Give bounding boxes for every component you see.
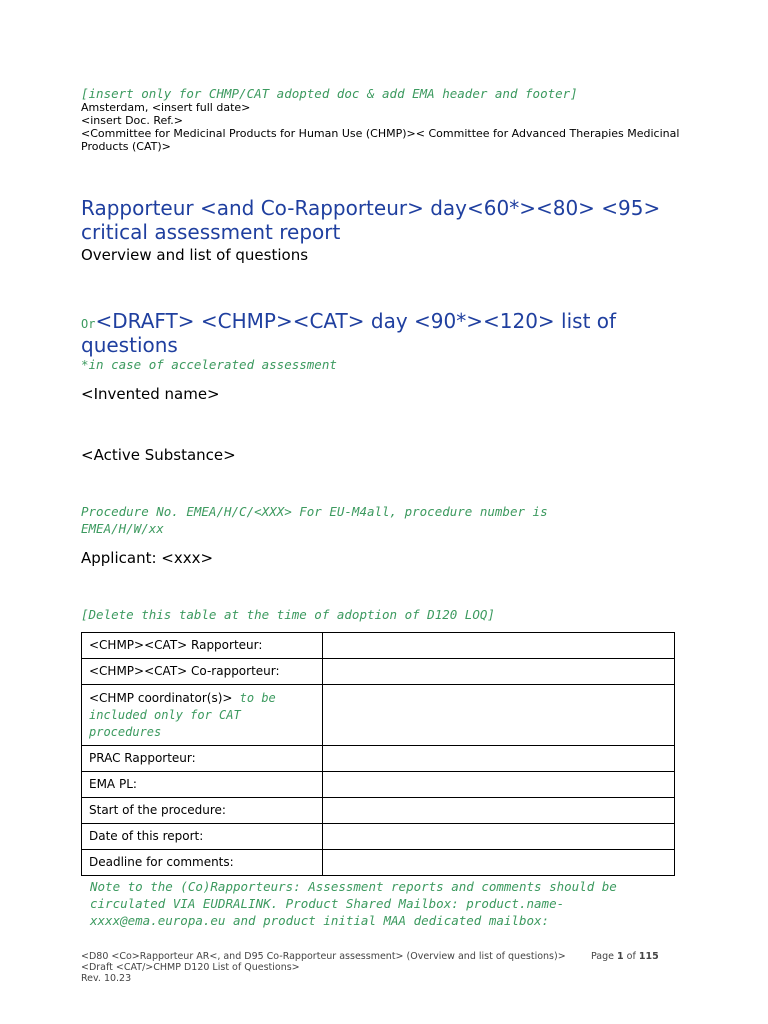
row-label: Start of the procedure: <box>82 798 323 824</box>
subtitle: Overview and list of questions <box>81 246 309 264</box>
footer-line-1: <D80 <Co>Rapporteur AR<, and D95 Co-Rapporteur assessment> (Overview and list of questions)> <box>81 951 566 962</box>
active-substance: <Active Substance> <box>81 446 236 464</box>
row-value[interactable] <box>323 798 675 824</box>
doc-ref: <insert Doc. Ref.> <box>81 114 184 127</box>
page-number <box>591 951 659 962</box>
invented-name: <Invented name> <box>81 385 220 403</box>
alt-title-line-1: <DRAFT> <CHMP><CAT> day <90*><120> list of <box>95 309 617 333</box>
procedure-info-table <box>81 632 675 876</box>
row-label <box>82 685 323 746</box>
page-of: of <box>623 951 639 962</box>
alt-title-line-2: questions <box>81 333 178 357</box>
title-line-2: critical assessment report <box>81 220 341 244</box>
footer-line-2: <Draft <CAT/>CHMP D120 List of Questions> <box>81 962 300 973</box>
row-label-text: <CHMP coordinator(s)> <box>89 691 233 705</box>
procedure-line-1: Procedure No. EMEA/H/C/<XXX> For EU-M4all, procedure number is <box>81 504 548 519</box>
row-value[interactable] <box>323 685 675 746</box>
or-label: Or <box>81 317 96 331</box>
row-value[interactable] <box>323 850 675 876</box>
table-row <box>82 633 675 659</box>
row-label: <CHMP><CAT> Co-rapporteur: <box>82 659 323 685</box>
applicant: Applicant: <xxx> <box>81 549 214 567</box>
row-label: Date of this report: <box>82 824 323 850</box>
note-line-3: xxxx@ema.europa.eu and product initial MAA dedicated mailbox: <box>90 913 550 928</box>
row-value[interactable] <box>323 746 675 772</box>
row-label-note: to be included only for CAT procedures <box>89 691 276 739</box>
footer-line-3: Rev. 10.23 <box>81 973 132 984</box>
row-value[interactable] <box>323 633 675 659</box>
table-row <box>82 772 675 798</box>
place-date: Amsterdam, <insert full date> <box>81 101 251 114</box>
table-row <box>82 824 675 850</box>
header-note: [insert only for CHMP/CAT adopted doc & add EMA header and footer] <box>81 86 578 101</box>
title-line-1: Rapporteur <and Co-Rapporteur> day<60*><80> <95> <box>81 196 661 220</box>
procedure-line-2: EMEA/H/W/xx <box>81 521 164 536</box>
row-label: EMA PL: <box>82 772 323 798</box>
page-prefix: Page <box>591 951 618 962</box>
row-value[interactable] <box>323 824 675 850</box>
table-row <box>82 746 675 772</box>
table-row <box>82 659 675 685</box>
table-row <box>82 685 675 746</box>
page-current: 1 <box>617 951 624 962</box>
row-value[interactable] <box>323 772 675 798</box>
page-total: 115 <box>638 951 659 962</box>
note-line-1: Note to the (Co)Rapporteurs: Assessment reports and comments should be <box>90 879 617 894</box>
table-row <box>82 798 675 824</box>
accelerated-note: *in case of accelerated assessment <box>81 357 337 372</box>
note-line-2: circulated VIA EUDRALINK. Product Shared Mailbox: product.name- <box>90 896 565 911</box>
row-label: PRAC Rapporteur: <box>82 746 323 772</box>
committee-line: <Committee for Medicinal Products for Human Use (CHMP)>< Committee for Advanced Therapies Medicinal Products (CAT)> <box>81 127 680 153</box>
row-value[interactable] <box>323 659 675 685</box>
row-label: Deadline for comments: <box>82 850 323 876</box>
delete-table-note: [Delete this table at the time of adoption of D120 LOQ] <box>81 607 495 622</box>
row-label: <CHMP><CAT> Rapporteur: <box>82 633 323 659</box>
alt-title <box>81 309 616 333</box>
table-row <box>82 850 675 876</box>
